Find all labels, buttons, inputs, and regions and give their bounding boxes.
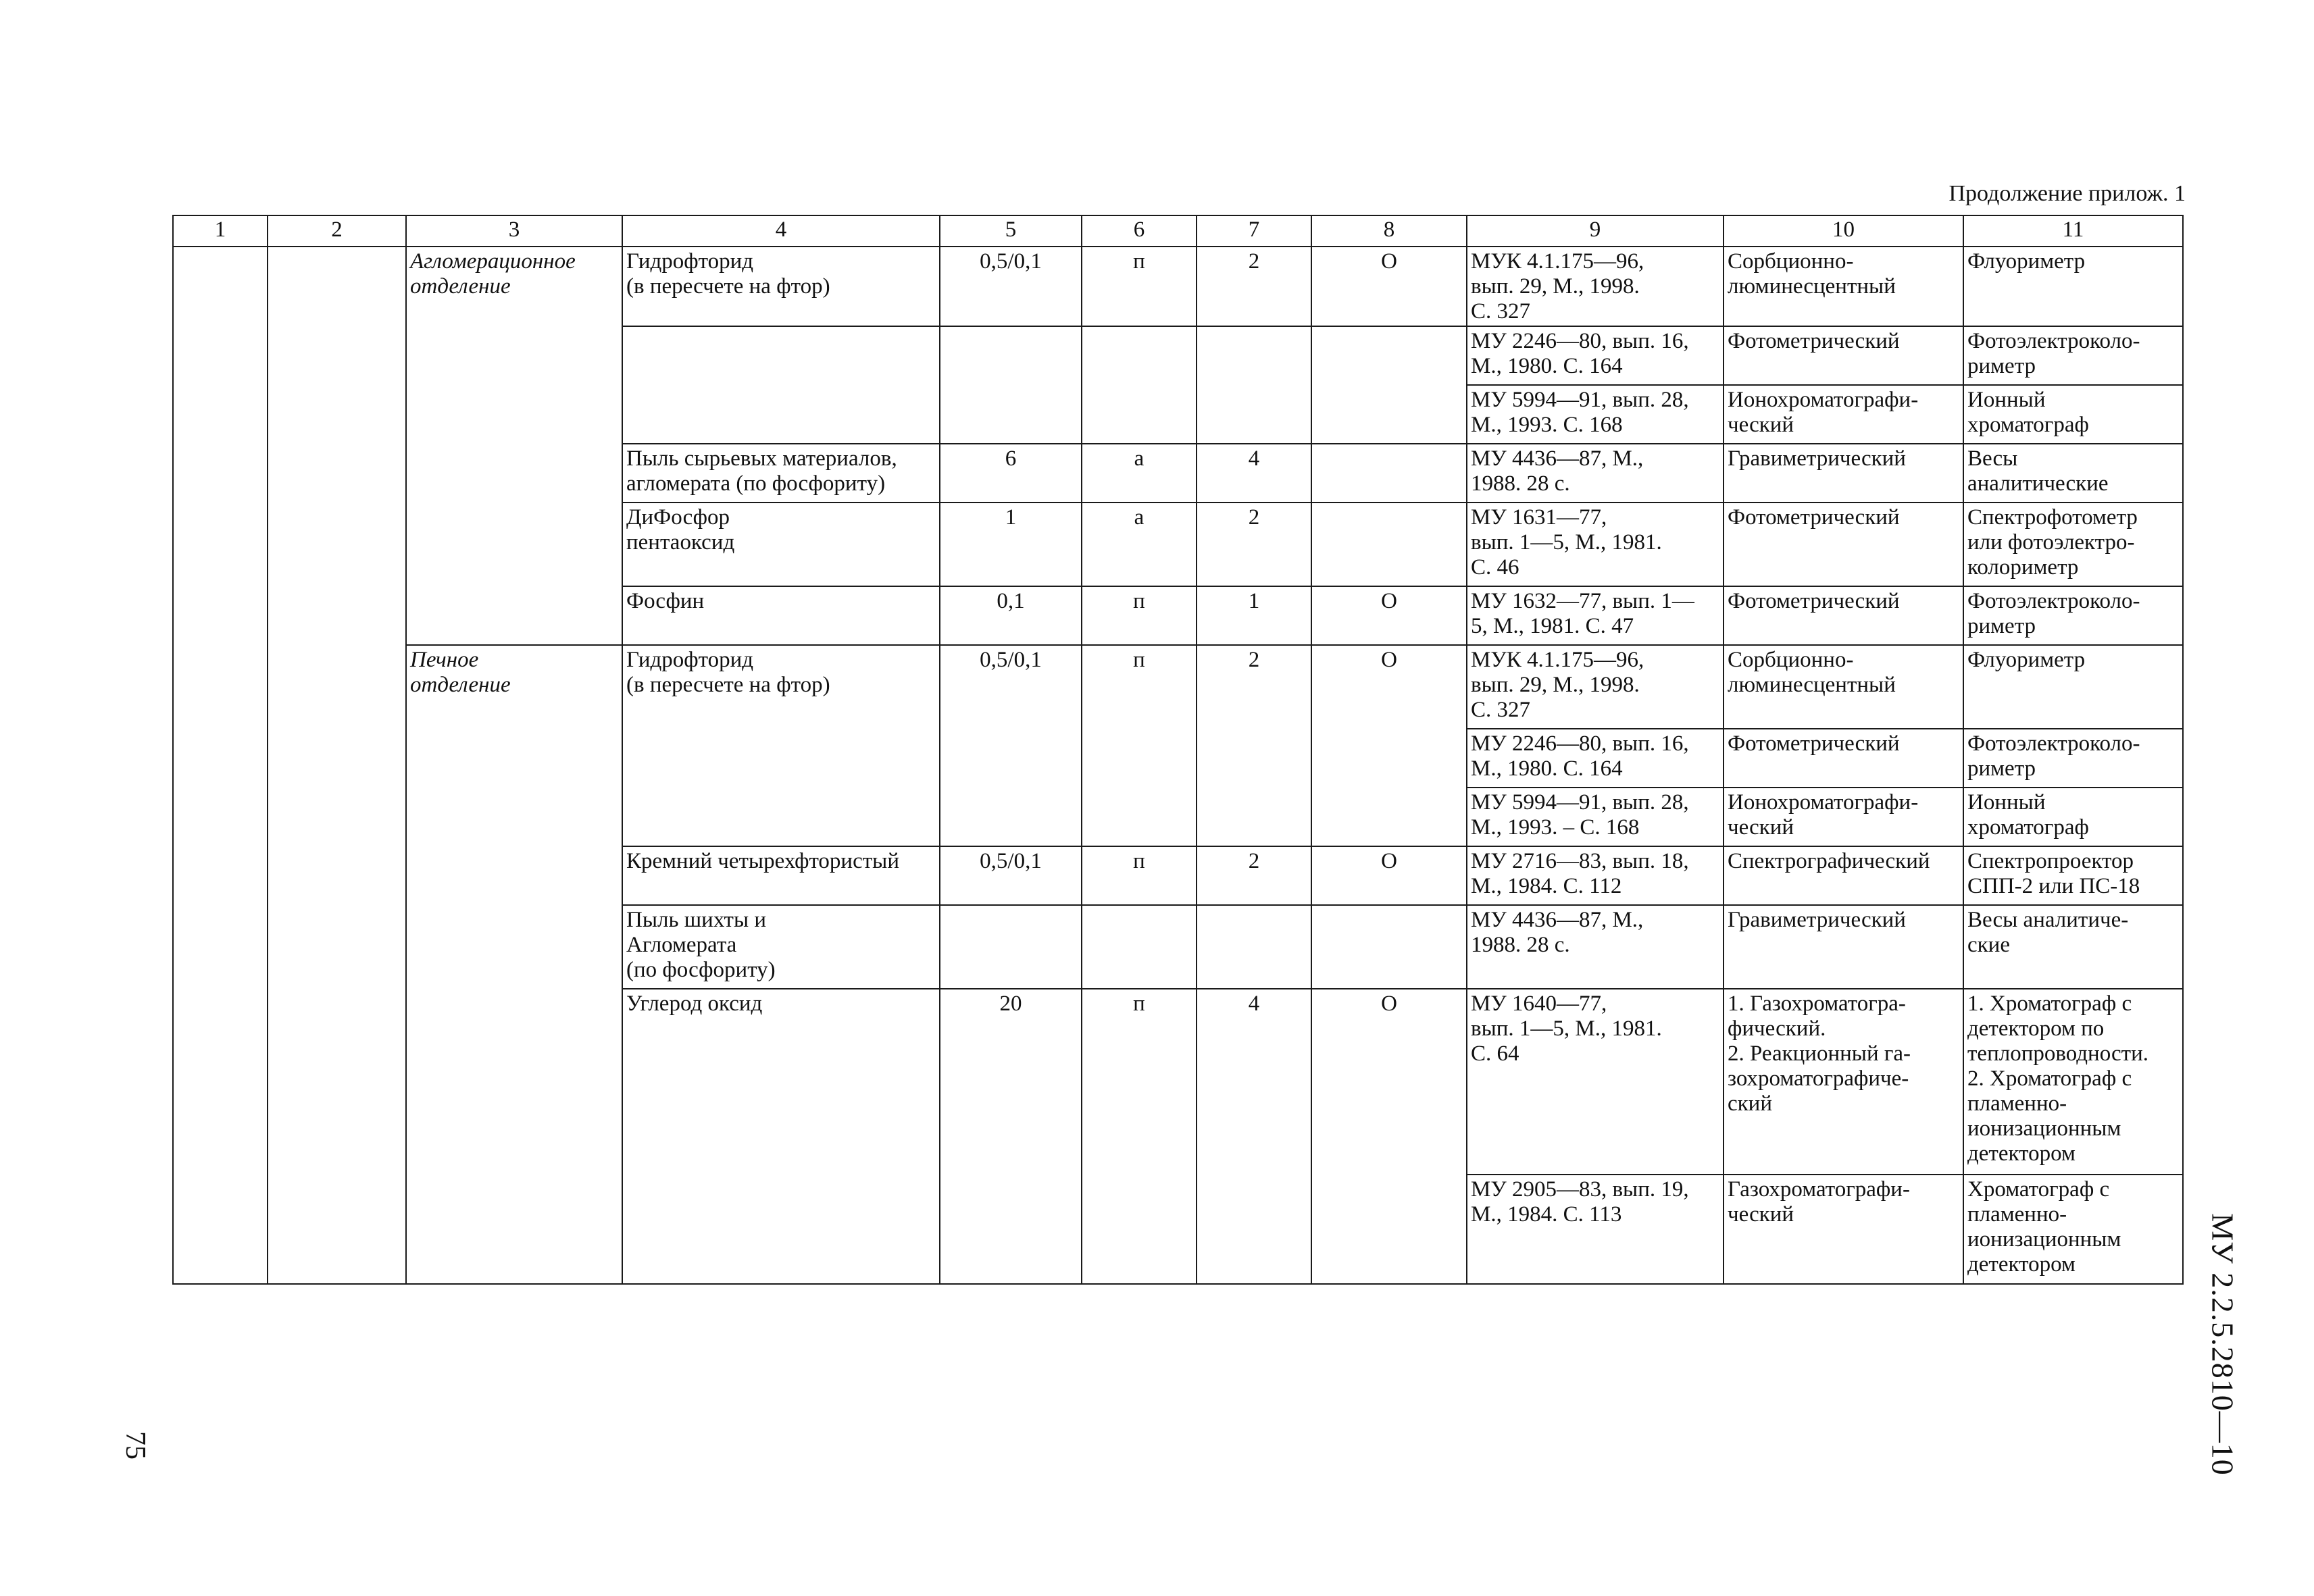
- mpc-cell: 20: [940, 989, 1082, 1284]
- hazard-cell: 2: [1197, 846, 1311, 905]
- column-header: 2: [268, 215, 406, 247]
- hazard-cell: 4: [1197, 989, 1311, 1284]
- mpc-cell: [940, 326, 1082, 444]
- document-code-label: [2189, 1202, 2257, 1486]
- section-cell: Печное отделение: [406, 645, 622, 1284]
- state-cell: [1082, 326, 1197, 444]
- note-cell: О: [1311, 846, 1467, 905]
- mpc-cell: 0,5/0,1: [940, 247, 1082, 326]
- state-cell: п: [1082, 586, 1197, 645]
- method-cell: Ионохроматографи- ческий: [1724, 788, 1963, 846]
- hazard-cell: [1197, 326, 1311, 444]
- hazard-cell: 2: [1197, 645, 1311, 846]
- method-doc-cell: МУ 1631—77, вып. 1—5, М., 1981. С. 46: [1467, 503, 1724, 586]
- substance-cell: Фосфин: [622, 586, 940, 645]
- method-doc-cell: МУ 2716—83, вып. 18, М., 1984. С. 112: [1467, 846, 1724, 905]
- method-cell: Гравиметрический: [1724, 444, 1963, 503]
- equipment-cell: Весы аналитиче- ские: [1963, 905, 2183, 989]
- state-cell: а: [1082, 503, 1197, 586]
- method-doc-cell: МУ 4436—87, М., 1988. 28 с.: [1467, 444, 1724, 503]
- method-cell: 1. Газохроматогра- фический. 2. Реакционный га- зохроматографиче- ский: [1724, 989, 1963, 1175]
- substance-cell: [622, 326, 940, 444]
- table-row: [173, 247, 2183, 326]
- page-number: [115, 1418, 155, 1472]
- state-cell: [1082, 905, 1197, 989]
- method-doc-cell: МУ 5994—91, вып. 28, М., 1993. С. 168: [1467, 385, 1724, 444]
- equipment-cell: Спектропроектор СПП-2 или ПС-18: [1963, 846, 2183, 905]
- method-cell: Фотометрический: [1724, 586, 1963, 645]
- substances-table: [172, 215, 2184, 1285]
- method-doc-cell: МУ 5994—91, вып. 28, М., 1993. – С. 168: [1467, 788, 1724, 846]
- method-doc-cell: МУ 1640—77, вып. 1—5, М., 1981. С. 64: [1467, 989, 1724, 1175]
- equipment-cell: 1. Хроматограф с детектором по теплопроводности. 2. Хроматограф с пламенно- ионизационным детектором: [1963, 989, 2183, 1175]
- document-code-text: МУ 2.2.5.2810—10: [2205, 1212, 2240, 1476]
- method-doc-cell: МУ 2246—80, вып. 16, М., 1980. С. 164: [1467, 729, 1724, 788]
- substance-cell: Кремний четырехфтористый: [622, 846, 940, 905]
- method-cell: Гравиметрический: [1724, 905, 1963, 989]
- method-cell: Газохроматографи- ческий: [1724, 1175, 1963, 1284]
- column-header: 1: [173, 215, 268, 247]
- method-cell: Фотометрический: [1724, 729, 1963, 788]
- column-header: 6: [1082, 215, 1197, 247]
- section-cell: Агломерационное отделение: [406, 247, 622, 645]
- state-cell: п: [1082, 645, 1197, 846]
- method-doc-cell: МУК 4.1.175—96, вып. 29, М., 1998. С. 327: [1467, 247, 1724, 326]
- note-cell: [1311, 503, 1467, 586]
- method-doc-cell: МУ 4436—87, М., 1988. 28 с.: [1467, 905, 1724, 989]
- equipment-cell: Ионный хроматограф: [1963, 788, 2183, 846]
- state-cell: п: [1082, 989, 1197, 1284]
- note-cell: О: [1311, 586, 1467, 645]
- col2-cell: [268, 247, 406, 1284]
- column-header: 8: [1311, 215, 1467, 247]
- column-header: 3: [406, 215, 622, 247]
- state-cell: п: [1082, 846, 1197, 905]
- mpc-cell: 0,5/0,1: [940, 645, 1082, 846]
- column-number-row: [173, 215, 2183, 247]
- equipment-cell: Ионный хроматограф: [1963, 385, 2183, 444]
- note-cell: [1311, 444, 1467, 503]
- mpc-cell: 1: [940, 503, 1082, 586]
- state-cell: п: [1082, 247, 1197, 326]
- note-cell: О: [1311, 247, 1467, 326]
- substance-cell: Гидрофторид (в пересчете на фтор): [622, 645, 940, 846]
- equipment-cell: Фотоэлектроколо- риметр: [1963, 729, 2183, 788]
- table-row: [173, 645, 2183, 729]
- method-cell: Ионохроматографи- ческий: [1724, 385, 1963, 444]
- hazard-cell: 2: [1197, 503, 1311, 586]
- method-doc-cell: МУ 1632—77, вып. 1— 5, М., 1981. С. 47: [1467, 586, 1724, 645]
- column-header: 11: [1963, 215, 2183, 247]
- equipment-cell: Фотоэлектроколо- риметр: [1963, 586, 2183, 645]
- equipment-cell: Хроматограф с пламенно- ионизационным детектором: [1963, 1175, 2183, 1284]
- hazard-cell: 1: [1197, 586, 1311, 645]
- column-header: 5: [940, 215, 1082, 247]
- column-header: 9: [1467, 215, 1724, 247]
- substance-cell: Пыль шихты и Агломерата (по фосфориту): [622, 905, 940, 989]
- page-number-text: 75: [120, 1431, 151, 1460]
- continuation-note: Продолжение прилож. 1: [1948, 181, 2186, 206]
- substance-cell: Гидрофторид (в пересчете на фтор): [622, 247, 940, 326]
- column-header: 10: [1724, 215, 1963, 247]
- hazard-cell: [1197, 905, 1311, 989]
- method-cell: Сорбционно- люминесцентный: [1724, 247, 1963, 326]
- hazard-cell: 2: [1197, 247, 1311, 326]
- substance-cell: Пыль сырьевых материалов, агломерата (по фосфориту): [622, 444, 940, 503]
- method-cell: Сорбционно- люминесцентный: [1724, 645, 1963, 729]
- hazard-cell: 4: [1197, 444, 1311, 503]
- mpc-cell: 0,1: [940, 586, 1082, 645]
- equipment-cell: Фотоэлектроколо- риметр: [1963, 326, 2183, 385]
- equipment-cell: Флуориметр: [1963, 645, 2183, 729]
- column-header: 4: [622, 215, 940, 247]
- substance-cell: ДиФосфор пентаоксид: [622, 503, 940, 586]
- substance-cell: Углерод оксид: [622, 989, 940, 1284]
- col1-cell: [173, 247, 268, 1284]
- method-cell: Фотометрический: [1724, 326, 1963, 385]
- equipment-cell: Весы аналитические: [1963, 444, 2183, 503]
- method-doc-cell: МУ 2905—83, вып. 19, М., 1984. С. 113: [1467, 1175, 1724, 1284]
- mpc-cell: 6: [940, 444, 1082, 503]
- method-doc-cell: МУК 4.1.175—96, вып. 29, М., 1998. С. 327: [1467, 645, 1724, 729]
- note-cell: О: [1311, 645, 1467, 846]
- column-header: 7: [1197, 215, 1311, 247]
- note-cell: [1311, 326, 1467, 444]
- equipment-cell: Спектрофотометр или фотоэлектро- колориметр: [1963, 503, 2183, 586]
- state-cell: а: [1082, 444, 1197, 503]
- method-doc-cell: МУ 2246—80, вып. 16, М., 1980. С. 164: [1467, 326, 1724, 385]
- mpc-cell: 0,5/0,1: [940, 846, 1082, 905]
- equipment-cell: Флуориметр: [1963, 247, 2183, 326]
- method-cell: Фотометрический: [1724, 503, 1963, 586]
- note-cell: [1311, 905, 1467, 989]
- note-cell: О: [1311, 989, 1467, 1284]
- method-cell: Спектрографический: [1724, 846, 1963, 905]
- mpc-cell: [940, 905, 1082, 989]
